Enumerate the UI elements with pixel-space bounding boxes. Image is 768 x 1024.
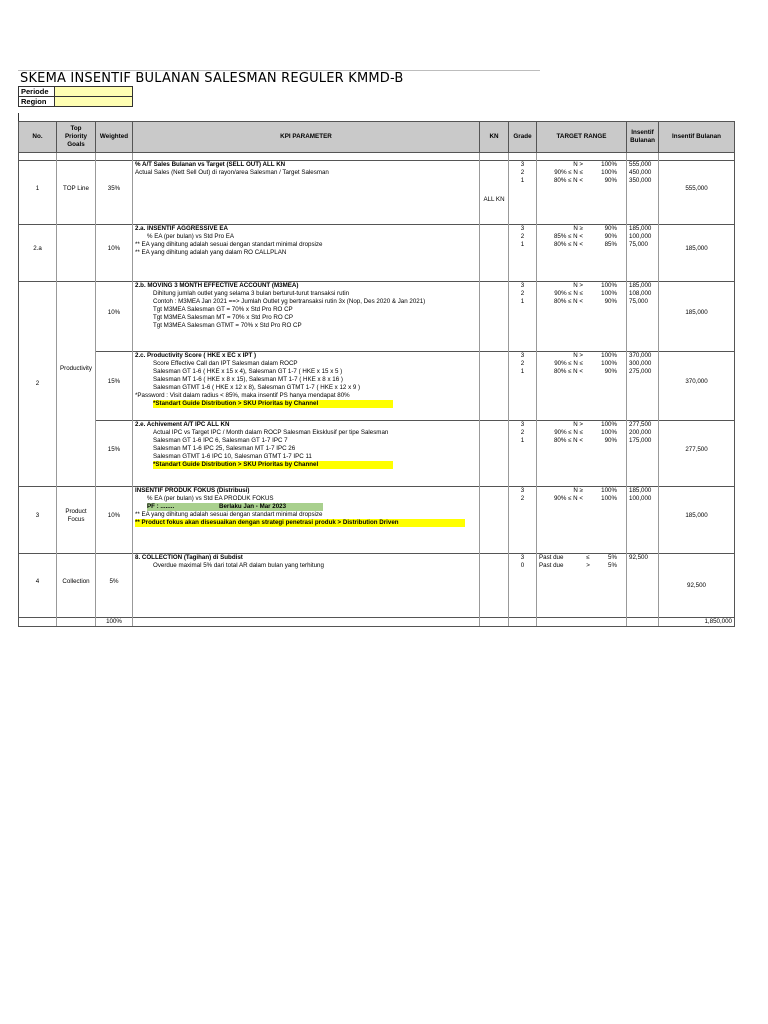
range-val: 5%: [608, 562, 617, 570]
range-sym: ≤: [586, 554, 590, 561]
range-val: 100%: [601, 290, 617, 298]
range-op: Past due: [539, 554, 564, 561]
header-insentif-total: Insentif Bulanan: [659, 122, 735, 153]
range-op: 90% ≤ N ≤: [554, 359, 583, 367]
target-range-cell: [537, 554, 627, 610]
range-val: 100%: [601, 359, 617, 367]
range-val: 90%: [604, 224, 617, 232]
kpi-line: Tgt M3MEA Salesman GTMT = 70% x Std Pro RO CP: [153, 322, 302, 330]
row-goal: TOP Line: [57, 161, 96, 217]
kpi-cell: [133, 554, 480, 610]
range-op: N >: [573, 282, 583, 289]
kpi-line: Salesman GTMT 1-6 IPC 10, Salesman GTMT 1-7 IPC 11: [153, 453, 312, 461]
range-val: 100%: [601, 161, 617, 168]
grade-value: 3: [520, 421, 525, 428]
insentif-bulanan-cell: [627, 351, 659, 413]
kpi-cell: [133, 351, 480, 413]
range-val: 90%: [604, 232, 617, 240]
header-target-range: TARGET RANGE: [537, 122, 627, 153]
range-val: 100%: [601, 169, 617, 177]
grade-value: 1: [520, 298, 525, 306]
kpi-title: INSENTIF PRODUK FOKUS (Distribusi): [135, 486, 250, 494]
range-sym: [583, 352, 591, 360]
kpi-cell: [133, 421, 480, 479]
range-op: 80% ≤ N <: [553, 437, 583, 445]
grade-value: 3: [520, 224, 525, 232]
range-sym: [583, 241, 591, 249]
kpi-title: 8. COLLECTION (Tagihan) di Subdist: [135, 554, 243, 561]
range-op: N ≥: [573, 224, 583, 232]
ib-value: 108,000: [629, 290, 652, 298]
range-val: 100%: [601, 421, 617, 428]
range-op: 90% ≤ N ≤: [554, 169, 583, 177]
grade-cell: [509, 282, 537, 344]
grade-cell: [509, 421, 537, 479]
grade-value: 2: [520, 429, 525, 437]
row-goal: Product Focus: [57, 486, 96, 546]
header-kpi: KPI PARAMETER: [133, 122, 480, 153]
kpi-line: Salesman MT 1-6 IPC 25, Salesman MT 1-7 IPC 26: [153, 445, 296, 453]
row-goal: Collection: [57, 554, 96, 610]
table-row: [19, 554, 735, 610]
meta-table: [18, 86, 133, 107]
ib-value: 100,000: [629, 494, 652, 502]
range-val: 100%: [601, 486, 617, 494]
kpi-line: Contoh : M3MEA Jan 2021 ==> Jumlah Outlet yg bertransaksi rutin 3x (Nop, Des 2020 & Jan 2021): [153, 298, 426, 306]
range-op: N >: [573, 161, 583, 168]
kpi-line: Salesman GTMT 1-6 ( HKE x 12 x 8), Salesman GTMT 1-7 ( HKE x 12 x 9 ): [153, 383, 361, 391]
row-kn: [480, 224, 509, 274]
range-val: 100%: [601, 282, 617, 289]
kpi-line: % EA (per bulan) vs Std EA PRODUK FOKUS: [147, 494, 274, 502]
grade-value: 1: [520, 177, 525, 185]
header-goals: Top Priority Goals: [57, 122, 96, 153]
range-sym: [583, 487, 591, 495]
range-op: 90% ≤ N ≤: [554, 290, 583, 298]
grade-value: 0: [520, 562, 525, 570]
row-weighted: 5%: [96, 554, 133, 610]
target-range-cell: [537, 421, 627, 479]
range-sym: [583, 225, 591, 233]
range-sym: [583, 282, 591, 290]
range-sym: [583, 177, 591, 185]
kpi-line: Tgt M3MEA Salesman MT = 70% x Std Pro RO CP: [153, 314, 294, 322]
ib-value: 185,000: [629, 282, 652, 289]
kpi-title: % A/T Sales Bulanan vs Target (SELL OUT) ALL KN: [135, 161, 286, 168]
incentive-value: 277,500: [659, 421, 735, 479]
grade-value: 1: [520, 437, 525, 445]
incentive-value: 92,500: [659, 554, 735, 610]
target-range-cell: [537, 351, 627, 413]
grade-value: 2: [520, 169, 525, 177]
row-weighted: 15%: [96, 421, 133, 479]
insentif-bulanan-cell: [627, 282, 659, 344]
incentive-value: 555,000: [659, 161, 735, 217]
kpi-line: Score Effective Call dan IPT Salesman dalam ROCP: [153, 359, 298, 367]
range-sym: [583, 495, 591, 503]
range-val: 5%: [608, 554, 617, 561]
range-sym: [583, 233, 591, 241]
incentive-value: 185,000: [659, 224, 735, 274]
insentif-bulanan-cell: [627, 161, 659, 217]
kpi-line: Overdue maximal 5% dari total AR dalam bulan yang terhitung: [153, 562, 324, 570]
grade-value: 2: [520, 290, 525, 298]
region-field[interactable]: [55, 97, 133, 107]
range-op: 90% ≤ N ≤: [554, 429, 583, 437]
incentive-value: 185,000: [659, 486, 735, 546]
range-op: Past due: [539, 562, 564, 570]
row-no: 2.a: [19, 224, 57, 274]
highlight-note: *Standart Guide Distribution > SKU Prioritas by Channel: [153, 400, 393, 408]
range-val: 90%: [604, 437, 617, 445]
range-val: 100%: [601, 494, 617, 502]
kpi-title: 2.c. Productivity Score ( HKE x EC x IPT ): [135, 351, 257, 359]
range-op: 80% ≤ N <: [553, 177, 583, 185]
header-insentif-bulanan: Insentif Bulanan: [627, 122, 659, 153]
kpi-title: 2.e. Achivement A/T IPC ALL KN: [135, 421, 230, 428]
header-no: No.: [19, 122, 57, 153]
kpi-line: *Password : Visit dalam radius < 85%, maka insentif PS hanya mendapat 80%: [135, 391, 350, 399]
table-edge-mark: [18, 113, 19, 121]
kpi-cell: [133, 161, 480, 217]
range-val: 90%: [604, 177, 617, 185]
ib-value: 175,000: [629, 437, 652, 445]
row-no: 3: [19, 486, 57, 546]
header-weighted: Weighted: [96, 122, 133, 153]
row-no: 1: [19, 161, 57, 217]
row-weighted: 10%: [96, 486, 133, 546]
range-sym: [583, 429, 591, 437]
kpi-cell: [133, 282, 480, 344]
range-sym: >: [586, 562, 590, 570]
grade-value: 1: [520, 367, 525, 375]
row-kn: [480, 282, 509, 344]
range-val: 85%: [604, 240, 617, 248]
ib-value: 92,500: [629, 554, 648, 561]
row-weighted: 10%: [96, 224, 133, 274]
ib-value: 185,000: [629, 486, 652, 494]
periode-field[interactable]: [55, 87, 133, 97]
grade-cell: [509, 554, 537, 610]
insentif-bulanan-cell: [627, 421, 659, 479]
kpi-line: ** EA yang dihitung adalah yang dalam RO CALLPLAN: [135, 248, 287, 256]
ib-value: 75,000: [629, 298, 648, 306]
pf-label: PF : ........: [147, 503, 219, 511]
range-val: 90%: [604, 367, 617, 375]
kpi-line: ** EA yang dihitung adalah sesuai dengan standart minimal dropsize: [135, 240, 323, 248]
page-title: SKEMA INSENTIF BULANAN SALESMAN REGULER KMMD-B: [20, 71, 404, 86]
row-weighted: 35%: [96, 161, 133, 217]
range-op: N >: [573, 421, 583, 428]
kpi-line: Salesman GT 1-6 ( HKE x 15 x 4), Salesman GT 1-7 ( HKE x 15 x 5 ): [153, 367, 343, 375]
table-row: [19, 486, 735, 546]
row-weighted: 10%: [96, 282, 133, 344]
grade-value: 2: [520, 359, 525, 367]
grade-cell: [509, 351, 537, 413]
grade-value: 1: [520, 240, 525, 248]
grade-value: 2: [520, 494, 525, 502]
range-op: 80% ≤ N <: [553, 240, 583, 248]
range-sym: [583, 290, 591, 298]
kpi-title: 2.b. MOVING 3 MONTH EFFECTIVE ACCOUNT (M3MEA): [135, 282, 299, 289]
range-sym: [583, 161, 591, 169]
grade-value: 3: [520, 554, 525, 561]
ib-value: 350,000: [629, 177, 652, 185]
range-val: 100%: [601, 351, 617, 359]
ib-value: 75,000: [629, 240, 648, 248]
kpi-line: Salesman GT 1-6 IPC 6, Salesman GT 1-7 IPC 7: [153, 437, 288, 445]
insentif-bulanan-cell: [627, 554, 659, 610]
range-val: 90%: [604, 298, 617, 306]
incentive-table: [18, 121, 735, 627]
kpi-line: Actual IPC vs Target IPC / Month dalam ROCP Salesman Eksklusif per tipe Salesman: [153, 429, 389, 437]
target-range-cell: [537, 282, 627, 344]
ib-value: 370,000: [629, 351, 652, 359]
ib-value: 185,000: [629, 224, 652, 232]
table-row: [19, 351, 735, 413]
table-row: [19, 421, 735, 479]
target-range-cell: [537, 486, 627, 546]
ib-value: 275,000: [629, 367, 652, 375]
range-sym: [583, 169, 591, 177]
total-row: [19, 617, 735, 626]
range-sym: [583, 360, 591, 368]
kpi-cell: [133, 224, 480, 274]
range-op: N >: [573, 351, 583, 359]
table-row: [19, 224, 735, 274]
insentif-bulanan-cell: [627, 224, 659, 274]
insentif-bulanan-cell: [627, 486, 659, 546]
kpi-line: % EA (per bulan) vs Std Pro EA: [147, 232, 235, 240]
grade-value: 3: [520, 161, 525, 168]
range-op: 90% ≤ N <: [553, 494, 583, 502]
ib-value: 450,000: [629, 169, 652, 177]
highlight-note: *Standart Guide Distribution > SKU Prioritas by Channel: [153, 461, 393, 469]
incentive-value: 370,000: [659, 351, 735, 413]
range-op: 80% ≤ N <: [553, 298, 583, 306]
header-grade: Grade: [509, 122, 537, 153]
table-row: [19, 161, 735, 217]
total-weighted: 100%: [96, 617, 133, 626]
region-label: Region: [19, 97, 55, 107]
kpi-line: ** EA yang dihitung adalah sesuai dengan standart minimal dropsize: [135, 510, 323, 518]
row-kn: [480, 486, 509, 546]
range-sym: [583, 421, 591, 429]
ib-value: 300,000: [629, 359, 652, 367]
grade-cell: [509, 486, 537, 546]
row-no: 2: [19, 282, 57, 487]
row-goal: [57, 224, 96, 274]
kpi-line: Actual Sales (Nett Sell Out) di rayon/area Salesman / Target Salesman: [135, 169, 329, 177]
incentive-value: 185,000: [659, 282, 735, 344]
grade-value: 3: [520, 486, 525, 494]
highlight-note: ** Product fokus akan disesuaikan dengan strategi penetrasi produk > Distribution Driven: [135, 519, 465, 527]
row-weighted: 15%: [96, 351, 133, 413]
ib-value: 100,000: [629, 232, 652, 240]
ib-value: 277,500: [629, 421, 652, 428]
pf-period: Berlaku Jan - Mar 2023: [219, 503, 323, 511]
range-op: 80% ≤ N <: [553, 367, 583, 375]
target-range-cell: [537, 161, 627, 217]
range-sym: [583, 437, 591, 445]
row-kn: [480, 351, 509, 413]
row-goal: Productivity: [57, 282, 96, 487]
range-op: 85% ≤ N <: [553, 232, 583, 240]
ib-value: 555,000: [629, 161, 652, 168]
table-row: [19, 282, 735, 344]
grade-value: 2: [520, 232, 525, 240]
grade-value: 3: [520, 351, 525, 359]
target-range-cell: [537, 224, 627, 274]
grade-cell: [509, 161, 537, 217]
kpi-line: Dihitung jumlah outlet yang selama 3 bulan berturut-turut transaksi rutin: [153, 290, 350, 298]
row-kn: [480, 421, 509, 479]
kpi-line: Tgt M3MEA Salesman GT = 70% x Std Pro RO CP: [153, 306, 293, 314]
grade-value: 3: [520, 282, 525, 289]
row-kn: [480, 554, 509, 610]
row-kn: ALL KN: [480, 161, 509, 217]
range-op: N ≥: [573, 486, 583, 494]
kpi-cell: [133, 486, 480, 546]
ib-value: 200,000: [629, 429, 652, 437]
total-incentive: 1,850,000: [659, 617, 735, 626]
range-sym: [583, 368, 591, 376]
periode-label: Periode: [19, 87, 55, 97]
row-no: 4: [19, 554, 57, 610]
range-sym: [583, 298, 591, 306]
header-kn: KN: [480, 122, 509, 153]
grade-cell: [509, 224, 537, 274]
range-val: 100%: [601, 429, 617, 437]
kpi-line: Salesman MT 1-6 ( HKE x 8 x 15), Salesman MT 1-7 ( HKE x 8 x 16 ): [153, 375, 343, 383]
kpi-title: 2.a. INSENTIF AGGRESSIVE EA: [135, 224, 228, 232]
